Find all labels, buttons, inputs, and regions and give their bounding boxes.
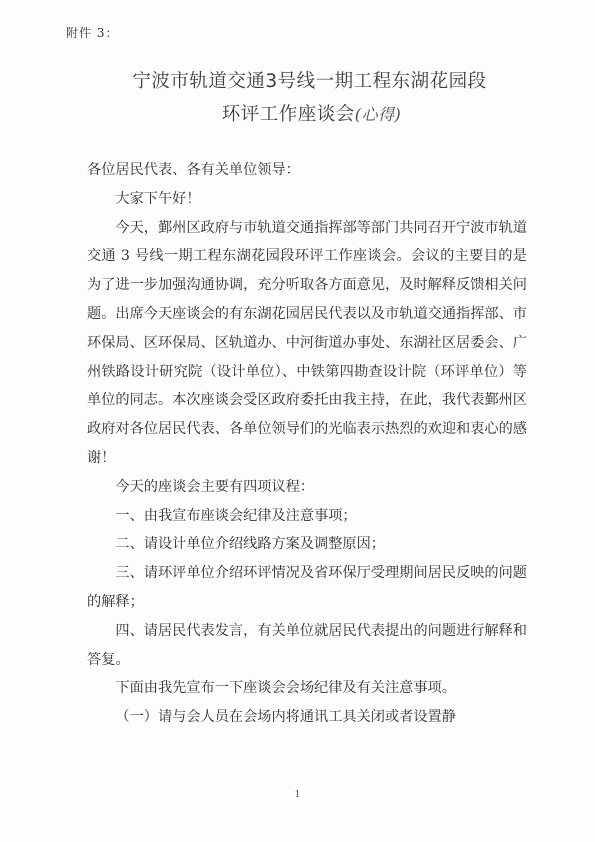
agenda-item-1: 一、由我宣布座谈会纪律及注意事项； xyxy=(115,507,357,524)
agenda-item-2: 二、请设计单位介绍线路方案及调整原因； xyxy=(115,536,385,553)
agenda-item-4: 四、请居民代表发言，有关单位就居民代表提出的问题进行解释和答复。 xyxy=(87,622,527,668)
document-title-line-1: 宁波市轨道交通3号线一期工程东湖花园段 xyxy=(132,71,487,92)
page-number: 1 xyxy=(294,790,301,800)
rule-item-1: （一）请与会人员在会场内将通讯工具关闭或者设置静 xyxy=(115,709,456,726)
paragraph-intro: 今天，鄞州区政府与市轨道交通指挥部等部门共同召开宁波市轨道交通 3 号线一期工程东湖花园段环评工作座谈会。会议的主要目的是为了进一步加强沟通协调，充分听取各方面意见，及时解释反馈相关问题。出席今天座谈会的有东湖花园居民代表以及市轨道交通指挥部、市环保局、区环保局、区轨道办、中河街道办事处、东湖社区居委会、广州铁路设计研究院（设计单位）、中铁第四勘查设计院（环评单位）等单位的同志。本次座谈会受区政府委托由我主持，在此，我代表鄞州区政府对各位居民代表、各单位领导们的光临表示热烈的欢迎和衷心的感谢！ xyxy=(87,219,527,466)
paragraph-agenda-intro: 今天的座谈会主要有四项议程： xyxy=(115,478,315,495)
document-title-line-2 xyxy=(14,100,595,126)
document-title-text: 环评工作座谈会 xyxy=(221,104,355,125)
paragraph-rules-intro: 下面由我先宣布一下座谈会会场纪律及有关注意事项。 xyxy=(115,680,456,697)
salutation: 各位居民代表、各有关单位领导： xyxy=(87,162,300,178)
handwritten-note: (心得) xyxy=(354,105,402,124)
attachment-label: 附件 3： xyxy=(66,26,119,40)
document-body xyxy=(87,156,527,732)
greeting: 大家下午好！ xyxy=(115,190,201,207)
agenda-item-3: 三、请环评单位介绍环评情况及省环保厅受理期间居民反映的问题的解释； xyxy=(87,565,527,610)
